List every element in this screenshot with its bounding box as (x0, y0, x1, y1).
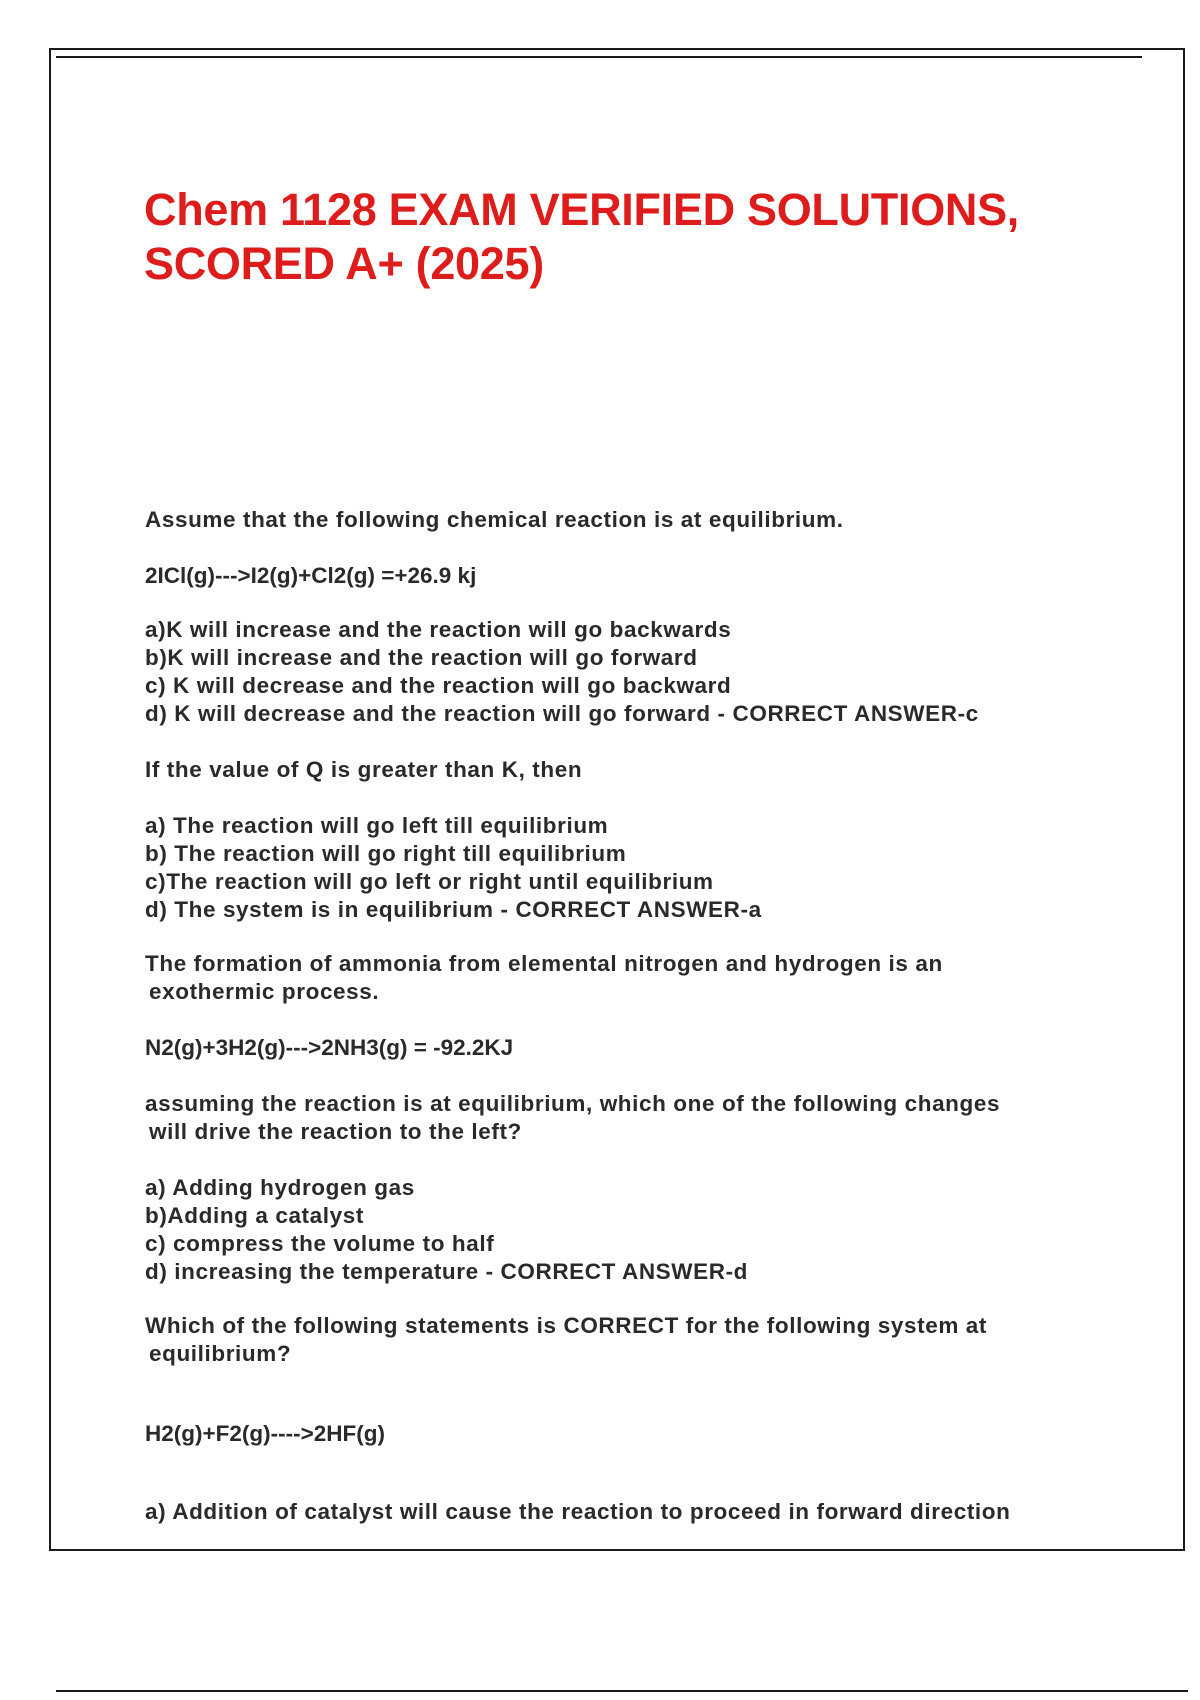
title-line-2: SCORED A+ (2025) (144, 238, 544, 289)
question-1-options (145, 616, 979, 728)
question-1-option-a: a)K will increase and the reaction will go backwards (145, 617, 732, 642)
question-1-option-d: d) K will decrease and the reaction will go forward - CORRECT ANSWER-c (145, 701, 979, 726)
question-3-subprompt-line-2: will drive the reaction to the left? (149, 1119, 522, 1144)
question-2-prompt: If the value of Q is greater than K, then (145, 757, 583, 782)
question-4-prompt-line-2: equilibrium? (149, 1341, 292, 1366)
question-3-prompt-line-2: exothermic process. (149, 979, 380, 1004)
question-4-equation: H2(g)+F2(g)---->2HF(g) (145, 1421, 385, 1446)
question-3-subprompt-line-1: assuming the reaction is at equilibrium, which one of the following changes (145, 1091, 1001, 1116)
question-1-option-c: c) K will decrease and the reaction will go backward (145, 673, 732, 698)
question-4-options (145, 1498, 1010, 1526)
question-1-prompt: Assume that the following chemical reaction is at equilibrium. (145, 507, 844, 532)
question-1-equation: 2ICl(g)--->I2(g)+Cl2(g) =+26.9 kj (145, 563, 477, 588)
question-1-option-b: b)K will increase and the reaction will go forward (145, 645, 698, 670)
question-3-prompt-line-1: The formation of ammonia from elemental nitrogen and hydrogen is an (145, 951, 943, 976)
question-3-option-c: c) compress the volume to half (145, 1231, 495, 1256)
question-4-prompt-line-1: Which of the following statements is CORRECT for the following system at (145, 1313, 987, 1338)
question-2-option-d: d) The system is in equilibrium - CORRECT ANSWER-a (145, 897, 762, 922)
question-3-option-d: d) increasing the temperature - CORRECT ANSWER-d (145, 1259, 749, 1284)
question-3-equation: N2(g)+3H2(g)--->2NH3(g) = -92.2KJ (145, 1035, 514, 1060)
title-line-1: Chem 1128 EXAM VERIFIED SOLUTIONS, (144, 184, 1020, 235)
question-2-option-c: c)The reaction will go left or right until equilibrium (145, 869, 714, 894)
document-title (144, 183, 1144, 291)
question-2-options (145, 812, 762, 924)
question-4-prompt (145, 1312, 987, 1368)
question-3-subprompt (145, 1090, 1000, 1146)
question-2-option-b: b) The reaction will go right till equilibrium (145, 841, 627, 866)
bottom-rule (56, 1690, 1188, 1692)
question-4-option-a: a) Addition of catalyst will cause the reaction to proceed in forward direction (145, 1499, 1011, 1524)
top-rule (56, 56, 1142, 58)
question-3-option-a: a) Adding hydrogen gas (145, 1175, 415, 1200)
question-2-option-a: a) The reaction will go left till equilibrium (145, 813, 609, 838)
question-3-option-b: b)Adding a catalyst (145, 1203, 364, 1228)
question-3-options (145, 1174, 748, 1286)
question-3-prompt (145, 950, 943, 1006)
